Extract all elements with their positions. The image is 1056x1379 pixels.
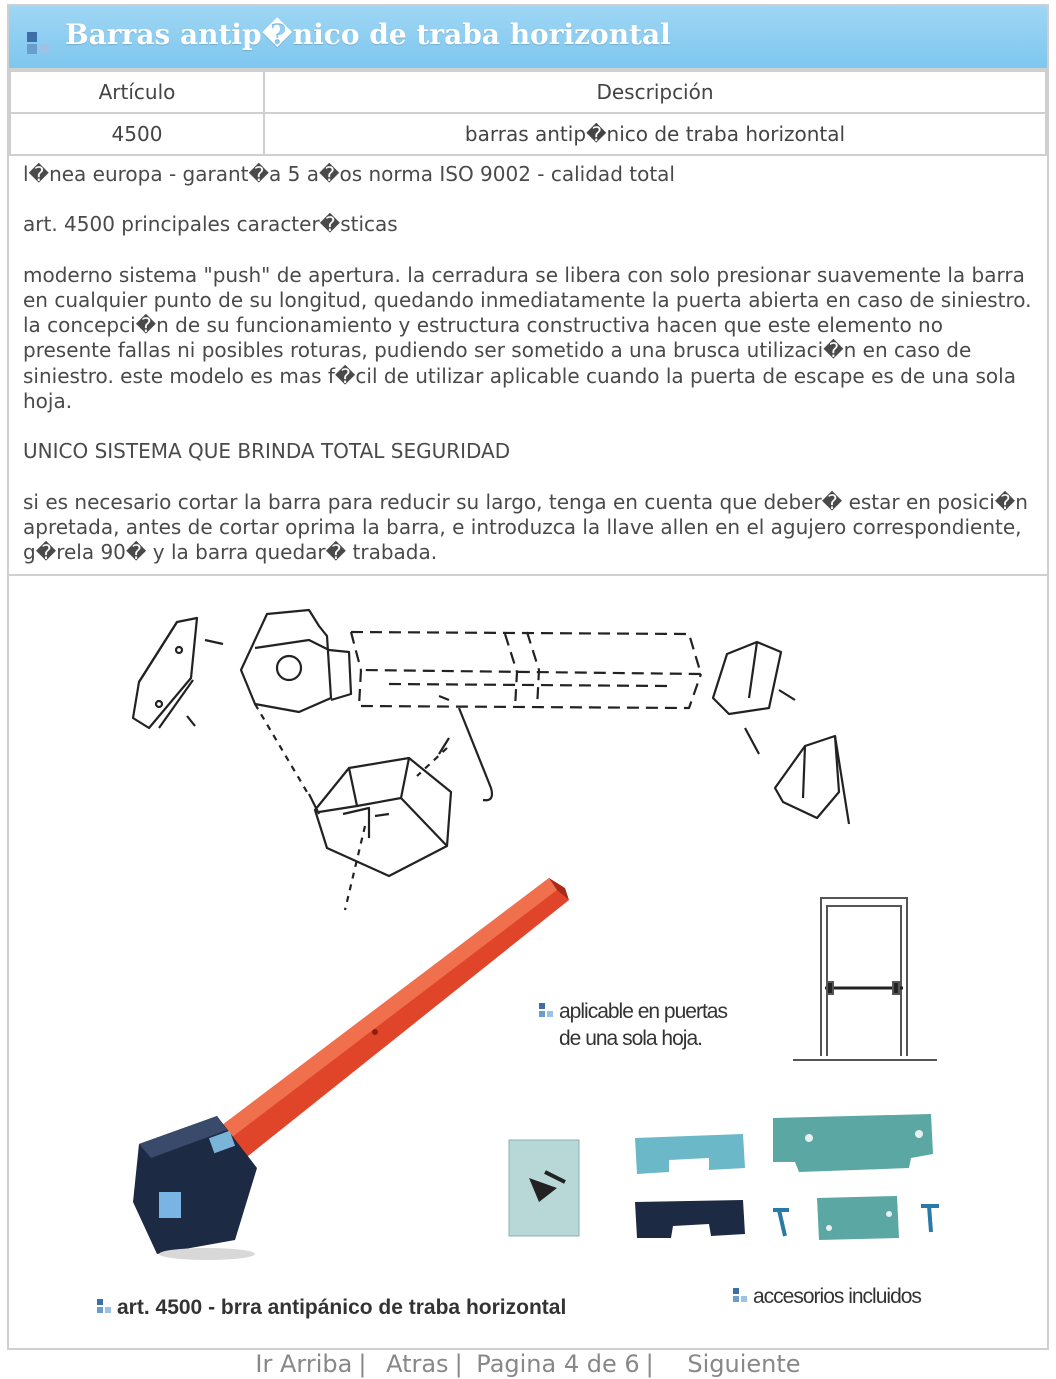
description-paragraph: si es necesario cortar la barra para reducir su largo, tenga en cuenta que deber� estar en posici�n apretada, antes de cortar oprima la barra, e introduzca la llave allen en el agujero correspondiente, g�rela 90� y la barra quedar� trabada.: [23, 489, 1028, 565]
siguiente-link[interactable]: Siguiente: [687, 1350, 801, 1378]
squares-icon: [97, 1299, 113, 1315]
exploded-view-drawing: [133, 610, 849, 910]
caption-aplicable: [539, 998, 727, 1052]
separator: |: [645, 1350, 654, 1378]
ir-arriba-link[interactable]: Ir Arriba: [255, 1350, 353, 1378]
page-title: Barras antip�nico de traba horizontal: [65, 18, 671, 51]
description-paragraph: l�nea europa - garant�a 5 a�os norma ISO 9002 - calidad total: [23, 162, 675, 186]
table-header-row: [10, 71, 1046, 113]
product-illustration: [9, 578, 1047, 1348]
title-bar: [9, 6, 1047, 70]
caption-line: de una sola hoja.: [559, 1027, 702, 1050]
description-paragraph: art. 4500 principales caracter�sticas: [23, 212, 398, 237]
page-indicator: Pagina 4 de 6: [476, 1350, 640, 1378]
separator: |: [358, 1350, 367, 1378]
cell-descripcion: barras antip�nico de traba horizontal: [264, 113, 1046, 155]
cell-articulo: 4500: [10, 113, 264, 155]
caption-accesorios: accesorios incluidos: [733, 1285, 921, 1309]
description-paragraph: UNICO SISTEMA QUE BRINDA TOTAL SEGURIDAD: [23, 439, 511, 464]
product-panel: [7, 4, 1049, 1350]
table-row: [10, 113, 1046, 155]
pagination-footer: [0, 1350, 1056, 1379]
product-figure: [9, 578, 1047, 1348]
column-header-articulo: Artículo: [10, 71, 264, 113]
squares-icon: [539, 1003, 555, 1019]
antipanic-bar-photo: [133, 878, 569, 1260]
caption-product: art. 4500 - brra antipánico de traba horizontal: [97, 1296, 566, 1320]
squares-icon: [733, 1288, 749, 1304]
atras-link[interactable]: Atras: [386, 1350, 449, 1378]
accessories-photo: [509, 1114, 939, 1240]
article-table: [9, 70, 1047, 156]
caption-line: aplicable en puertas: [539, 998, 727, 1025]
column-header-descripcion: Descripción: [264, 71, 1046, 113]
separator: |: [454, 1350, 463, 1378]
description-paragraph: moderno sistema "push" de apertura. la cerradura se libera con solo presionar suavemente la barra en cualquier punto de su longitud, quedando inmediatamente la puerta abierta en caso de siniestro. la concepci�n de su funcionamiento y estructura constructiva hacen que este elemento no presente fallas ni posibles roturas, pudiendo ser sometido a una brusca utilizaci�n en caso de siniestro. este modelo es mas f�cil de utilizar aplicable cuando la puerta de escape es de una sola hoja.: [23, 262, 1032, 414]
squares-icon: [27, 32, 51, 56]
door-diagram: [793, 898, 937, 1060]
description-text: [9, 156, 1047, 576]
